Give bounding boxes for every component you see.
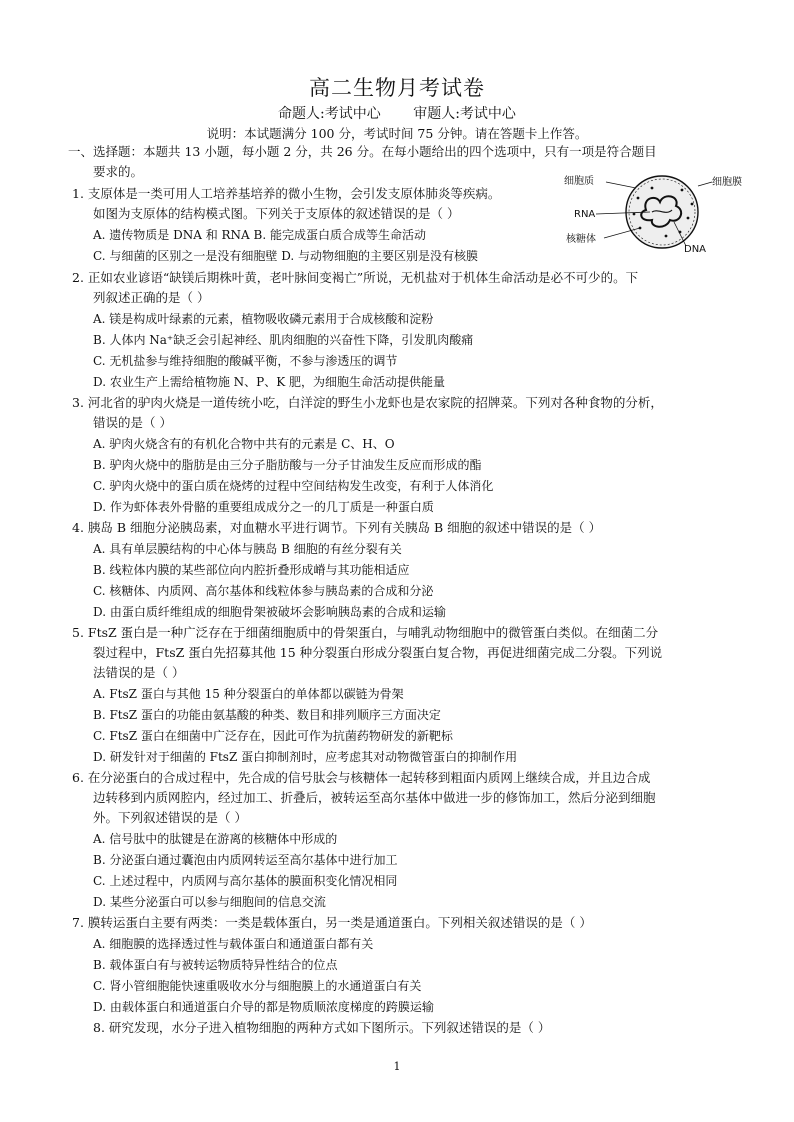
question-1-options-ab: A. 遗传物质是 DNA 和 RNA B. 能完成蛋白质合成等生命活动 [93, 228, 426, 242]
authors-line [0, 103, 794, 123]
question-5-option-b: B. FtsZ 蛋白的功能由氨基酸的种类、数目和排列顺序三方面决定 [93, 708, 441, 722]
author-label: 命题人:考试中心 [278, 106, 381, 122]
question-4-option-c: C. 核糖体、内质网、高尔基体和线粒体参与胰岛素的合成和分泌 [93, 584, 434, 598]
question-2-stem: 2. 正如农业谚语“缺镁后期株叶黄，老叶脉间变褐亡”所说，无机盐对于机体生命活动是必不可少的。下 [72, 270, 639, 285]
section-heading: 一、选择题：本题共 13 小题，每小题 2 分，共 26 分。在每小题给出的四个选项中，只有一项是符合题目 [68, 144, 657, 159]
question-7-stem: 7. 膜转运蛋白主要有两类：一类是载体蛋白，另一类是通道蛋白。下列相关叙述错误的是（ ） [72, 915, 592, 930]
question-2-option-d: D. 农业生产上需给植物施 N、P、K 肥，为细胞生命活动提供能量 [93, 375, 445, 389]
question-7-option-d: D. 由载体蛋白和通道蛋白介导的都是物质顺浓度梯度的跨膜运输 [93, 1000, 434, 1014]
question-3-option-c: C. 驴肉火烧中的蛋白质在烧烤的过程中空间结构发生改变，有利于人体消化 [93, 479, 494, 493]
question-5-option-c: C. FtsZ 蛋白在细菌中广泛存在，因此可作为抗菌药物研发的新靶标 [93, 729, 453, 743]
question-5-stem-cont: 裂过程中，FtsZ 蛋白先招募其他 15 种分裂蛋白形成分裂蛋白复合物，再促进细菌完成二分裂。下列说 [93, 645, 663, 660]
question-7-option-c: C. 肾小管细胞能快速重吸收水分与细胞膜上的水通道蛋白有关 [93, 979, 422, 993]
label-cytoplasm: 细胞质 [564, 176, 594, 187]
label-membrane: 细胞膜 [712, 177, 742, 188]
question-3-stem: 3. 河北省的驴肉火烧是一道传统小吃，白洋淀的野生小龙虾也是农家院的招牌菜。下列对各种食物的分析， [72, 395, 663, 410]
question-4-stem: 4. 胰岛 B 细胞分泌胰岛素，对血糖水平进行调节。下列有关胰岛 B 细胞的叙述中错误的是（ ） [72, 520, 602, 535]
question-2-option-a: A. 镁是构成叶绿素的元素，植物吸收磷元素用于合成核酸和淀粉 [93, 312, 434, 326]
page-number: 1 [393, 1060, 401, 1073]
question-4-option-a: A. 具有单层膜结构的中心体与胰岛 B 细胞的有丝分裂有关 [93, 542, 402, 556]
section-heading-cont: 要求的。 [93, 164, 144, 179]
question-3-option-d: D. 作为虾体表外骨骼的重要组成成分之一的几丁质是一种蛋白质 [93, 500, 434, 514]
question-4-option-d: D. 由蛋白质纤维组成的细胞骨架被破坏会影响胰岛素的合成和运输 [93, 605, 446, 619]
question-1-options-cd: C. 与细菌的区别之一是没有细胞壁 D. 与动物细胞的主要区别是没有核膜 [93, 249, 479, 263]
question-6-option-b: B. 分泌蛋白通过囊泡由内质网转运至高尔基体中进行加工 [93, 853, 398, 867]
question-1-stem-cont: 如图为支原体的结构模式图。下列关于支原体的叙述错误的是（ ） [93, 206, 460, 221]
question-5-option-d: D. 研发针对于细菌的 FtsZ 蛋白抑制剂时，应考虑其对动物微管蛋白的抑制作用 [93, 750, 518, 764]
question-2-stem-cont: 列叙述正确的是（ ） [93, 290, 210, 305]
question-6-stem-cont2: 外。下列叙述错误的是（ ） [93, 810, 247, 825]
question-5-option-a: A. FtsZ 蛋白与其他 15 种分裂蛋白的单体都以碳链为骨架 [93, 687, 404, 701]
question-6-option-a: A. 信号肽中的肽键是在游离的核糖体中形成的 [93, 832, 338, 846]
page-title: 高二生物月考试卷 [309, 76, 485, 100]
label-rna: RNA [574, 209, 596, 220]
question-2-option-b: B. 人体内 Na⁺缺乏会引起神经、肌肉细胞的兴奋性下降，引发肌肉酸痛 [93, 333, 474, 347]
question-4-option-b: B. 线粒体内膜的某些部位向内腔折叠形成嵴与其功能相适应 [93, 563, 410, 577]
question-2-option-c: C. 无机盐参与维持细胞的酸碱平衡，不参与渗透压的调节 [93, 354, 398, 368]
question-1-stem: 1. 支原体是一类可用人工培养基培养的微小生物，会引发支原体肺炎等疾病。 [72, 186, 501, 201]
question-5-stem: 5. FtsZ 蛋白是一种广泛存在于细菌细胞质中的骨架蛋白，与哺乳动物细胞中的微管蛋白类似。在细菌二分 [72, 625, 659, 640]
reviewer-label: 审题人:考试中心 [413, 106, 516, 122]
question-6-option-c: C. 上述过程中，内质网与高尔基体的膜面积变化情况相同 [93, 874, 398, 888]
question-5-stem-cont2: 法错误的是（ ） [93, 665, 185, 680]
exam-instructions: 说明：本试题满分 100 分，考试时间 75 分钟。请在答题卡上作答。 [206, 126, 588, 141]
question-3-stem-cont: 错误的是（ ） [93, 415, 172, 430]
label-ribosome: 核糖体 [566, 234, 596, 245]
question-6-stem-cont: 边转移到内质网腔内，经过加工、折叠后，被转运至高尔基体中做进一步的修饰加工，然后分泌到细胞 [93, 790, 656, 805]
question-8-stem: 8. 研究发现，水分子进入植物细胞的两种方式如下图所示。下列叙述错误的是（ ） [93, 1020, 551, 1035]
question-3-option-b: B. 驴肉火烧中的脂肪是由三分子脂肪酸与一分子甘油发生反应而形成的酯 [93, 458, 482, 472]
question-7-option-a: A. 细胞膜的选择透过性与载体蛋白和通道蛋白都有关 [93, 937, 374, 951]
question-6-stem: 6. 在分泌蛋白的合成过程中，先合成的信号肽会与核糖体一起转移到粗面内质网上继续合成，并且边合成 [72, 770, 651, 785]
question-7-option-b: B. 载体蛋白有与被转运物质特异性结合的位点 [93, 958, 338, 972]
question-3-option-a: A. 驴肉火烧含有的有机化合物中共有的元素是 C、H、O [93, 437, 395, 451]
mycoplasma-structure-figure [562, 174, 748, 254]
label-dna: DNA [684, 244, 707, 254]
question-6-option-d: D. 某些分泌蛋白可以参与细胞间的信息交流 [93, 895, 326, 909]
